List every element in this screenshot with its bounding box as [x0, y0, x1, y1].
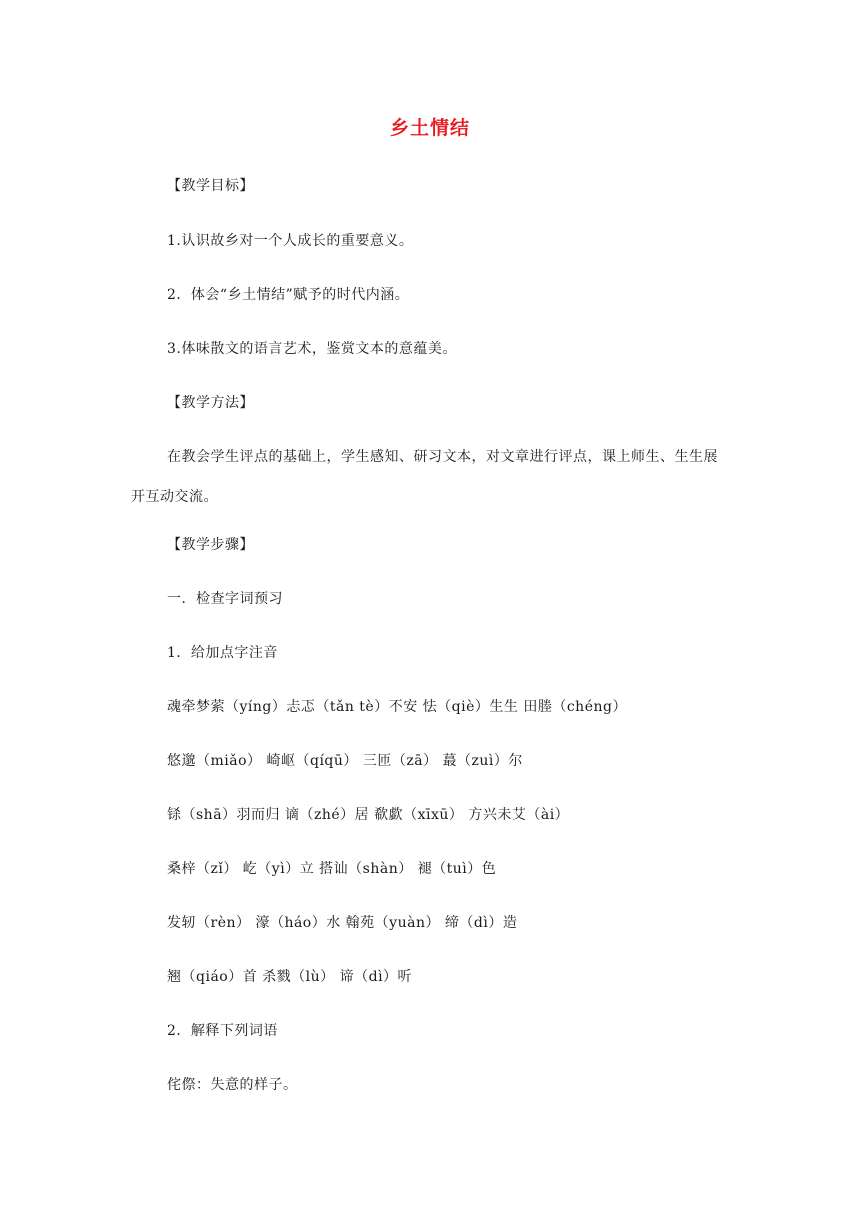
section-heading-objectives: 【教学目标】: [167, 178, 254, 194]
pinyin-row-6: 翘（qiáo）首 杀戮（lù） 谛（dì）听: [167, 969, 413, 985]
step-heading-1: 一．检查字词预习: [167, 591, 283, 607]
objective-item-3: 3.体味散文的语言艺术，鉴赏文本的意蕴美。: [167, 341, 457, 357]
pinyin-row-4: 桑梓（zǐ） 屹（yì）立 搭讪（shàn） 褪（tuì）色: [167, 861, 497, 877]
pinyin-row-1: 魂牵梦萦（yíng）忐忑（tǎn tè）不安 怯（qiè）生生 田塍（chéng）: [167, 699, 627, 715]
objective-item-1: 1.认识故乡对一个人成长的重要意义。: [167, 233, 414, 249]
section-heading-steps: 【教学步骤】: [167, 537, 254, 553]
objective-item-2: 2．体会“乡土情结”赋予的时代内涵。: [167, 287, 410, 303]
pinyin-row-5: 发轫（rèn） 濠（háo）水 翰苑（yuàn） 缔（dì）造: [167, 915, 518, 931]
pinyin-row-2: 悠邈（miǎo） 崎岖（qíqū） 三匝（zā） 蕞（zuì）尔: [167, 753, 523, 769]
vocabulary-item-1: 侘傺：失意的样子。: [167, 1077, 298, 1093]
document-title: 乡土情结: [389, 117, 470, 139]
subheading-vocabulary: 2．解释下列词语: [167, 1023, 278, 1039]
subheading-pinyin: 1．给加点字注音: [167, 645, 278, 661]
section-heading-methods: 【教学方法】: [167, 395, 254, 411]
methods-paragraph: 在教会学生评点的基础上，学生感知、研习文本，对文章进行评点，课上师生、生生展开互动交流。: [131, 449, 718, 505]
pinyin-row-3: 铩（shā）羽而归 谪（zhé）居 欷歔（xīxū） 方兴未艾（ài）: [167, 807, 570, 823]
